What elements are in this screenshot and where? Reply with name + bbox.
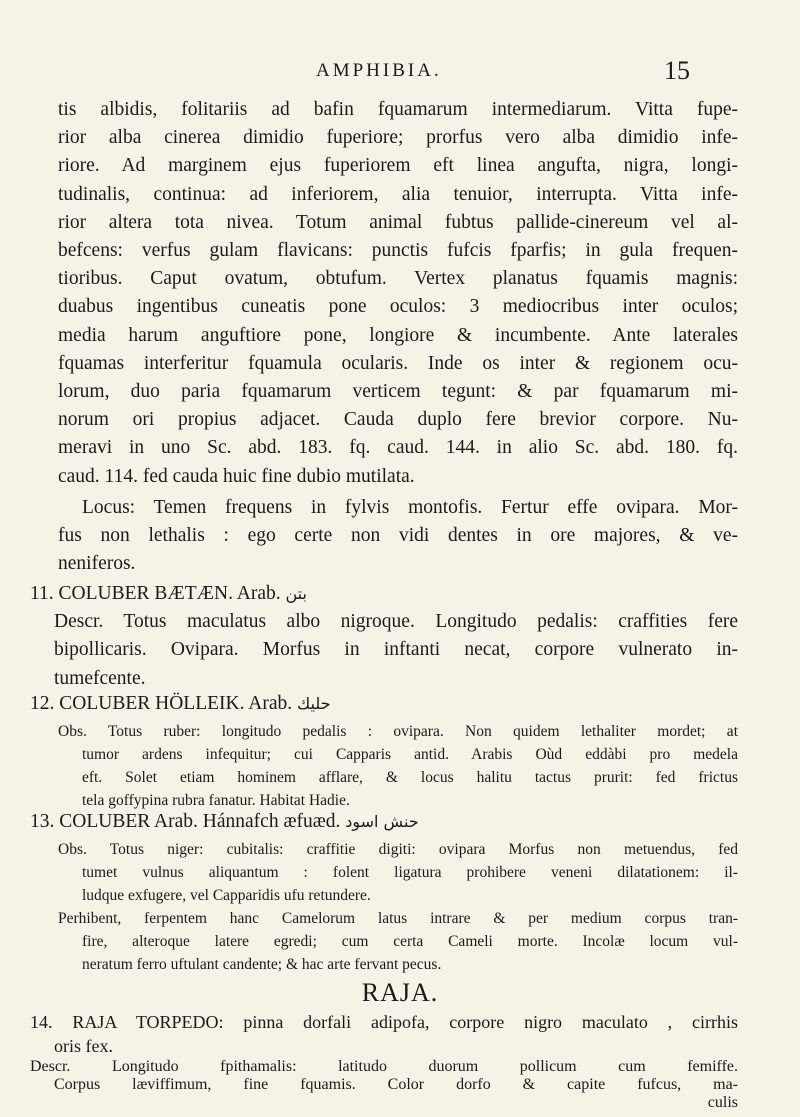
text-line: rior alba cinerea dimidio fuperiore; prorfus vero alba dimidio infe- <box>58 127 738 149</box>
entry-heading-continued: oris fex. <box>54 1036 113 1056</box>
text-line: tela goffypina rubra fanatur. Habitat Hadie. <box>82 792 350 809</box>
text-line: fire, alteroque latere egredi; cum certa Cameli morte. Incolæ locum vul- <box>82 933 738 950</box>
text-line: fquamas interferitur fquamula ocularis. Inde os inter & regionem ocu- <box>58 352 738 374</box>
text-line: eft. Solet etiam hominem afflare, & locus halitu tactus prurit: fed frictus <box>82 769 738 786</box>
entry-14-descr <box>30 1058 738 1112</box>
entry-heading <box>30 690 738 718</box>
text-line: ludque exfugere, vel Capparidis ufu retundere. <box>82 887 371 904</box>
text-line: fus non lethalis : ego certe non vidi dentes in ore majores, & ve- <box>58 525 738 547</box>
arabic-name: حليك <box>297 694 331 713</box>
text-line: tioribus. Caput ovatum, obtufum. Vertex planatus fquamis magnis: <box>58 268 738 290</box>
text-line: Descr. Longitudo fpithamalis: latitudo duorum pollicum cum femiffe. <box>30 1058 738 1075</box>
text-line: duabus ingentibus cuneatis pone oculos: 3 mediocribus inter oculos; <box>58 296 738 318</box>
text-line: tis albidis, folitariis ad bafin fquamarum intermediarum. Vitta fupe- <box>58 99 738 120</box>
text-line: Locus: Temen frequens in fylvis montofis. Fertur effe ovipara. Mor- <box>82 497 738 518</box>
text-line: Descr. Totus maculatus albo nigroque. Longitudo pedalis: craffities fere <box>54 611 738 633</box>
entry-heading-text: 12. COLUBER HÖLLEIK. Arab. <box>30 693 293 714</box>
text-line: Obs. Totus niger: cubitalis: craffitie digiti: ovipara Morfus non metuendus, fed <box>58 841 738 858</box>
entry-heading <box>30 580 738 608</box>
paragraph-locus <box>58 494 738 579</box>
text-line: norum ori propius adjacet. Cauda duplo fere brevior corpore. Nu- <box>58 409 738 431</box>
text-line: tumefcente. <box>54 667 146 689</box>
text-line: tumor ardens infequitur; cui Capparis antid. Arabis Oùd eddàbi pro medela <box>82 746 738 763</box>
text-line: caud. 114. fed cauda huic fine dubio mutilata. <box>58 465 415 487</box>
text-line: lorum, duo paria fquamarum verticem tegunt: & par fquamarum mi- <box>58 381 738 403</box>
text-line: meravi in uno Sc. abd. 183. fq. caud. 144. in alio Sc. abd. 180. fq. <box>58 437 738 459</box>
text-line: media harum anguftiore pone, longiore & incumbente. Ante laterales <box>58 324 738 346</box>
entry-heading: 14. RAJA TORPEDO: pinna dorfali adipofa, corpore nigro maculato , cirrhis <box>30 1012 738 1032</box>
page-number: 15 <box>664 56 690 85</box>
entry-heading-text: 13. COLUBER Arab. Hánnafch æfuæd. <box>30 811 341 832</box>
text-line: befcens: verfus gulam flavicans: punctis fufcis fparfis; in gula frequen- <box>58 240 738 262</box>
page-header <box>0 56 800 96</box>
entry-13-obs <box>58 838 738 976</box>
section-heading-raja: RAJA. <box>361 978 439 1007</box>
text-line: bipollicaris. Ovipara. Morfus in inftanti necat, corpore vulnerato in- <box>54 639 738 661</box>
text-line: tudinalis, continua: ad inferiorem, alia tenuior, interrupta. Vitta infe- <box>58 183 738 205</box>
entry-13-heading-block <box>30 808 738 836</box>
text-line: culis <box>707 1094 738 1111</box>
arabic-name: بتن <box>285 584 307 603</box>
paragraph-description-continued <box>58 96 738 491</box>
entry-14 <box>30 1010 738 1058</box>
text-line: rior altera tota nivea. Totum animal fubtus pallide-cinereum vel al- <box>58 211 738 233</box>
text-line: tumet vulnus aliquantum : folent ligatura prohibere veneni dilatationem: il- <box>82 864 738 881</box>
text-line: Perhibent, ferpentem hanc Camelorum latus intrare & per medium corpus tran- <box>58 910 738 927</box>
entry-12-obs <box>58 720 738 812</box>
text-line: riore. Ad marginem ejus fuperiorem eft linea angufta, nigra, longi- <box>58 155 738 177</box>
entry-12-heading-block <box>30 690 738 718</box>
text-line: neniferos. <box>58 553 136 575</box>
running-title: AMPHIBIA. <box>316 60 442 81</box>
text-line: neratum ferro uftulant candente; & hac arte fervant pecus. <box>82 956 442 973</box>
text-line: Corpus læviffimum, fine fquamis. Color dorfo & capite fufcus, ma- <box>54 1076 738 1093</box>
entry-11 <box>30 580 738 693</box>
entry-heading <box>30 808 738 836</box>
text-line: Obs. Totus ruber: longitudo pedalis : ovipara. Non quidem lethaliter mordet; at <box>58 723 738 740</box>
entry-heading-text: 11. COLUBER BÆTÆN. Arab. <box>30 583 281 604</box>
arabic-name: حنش اسود <box>345 812 419 831</box>
